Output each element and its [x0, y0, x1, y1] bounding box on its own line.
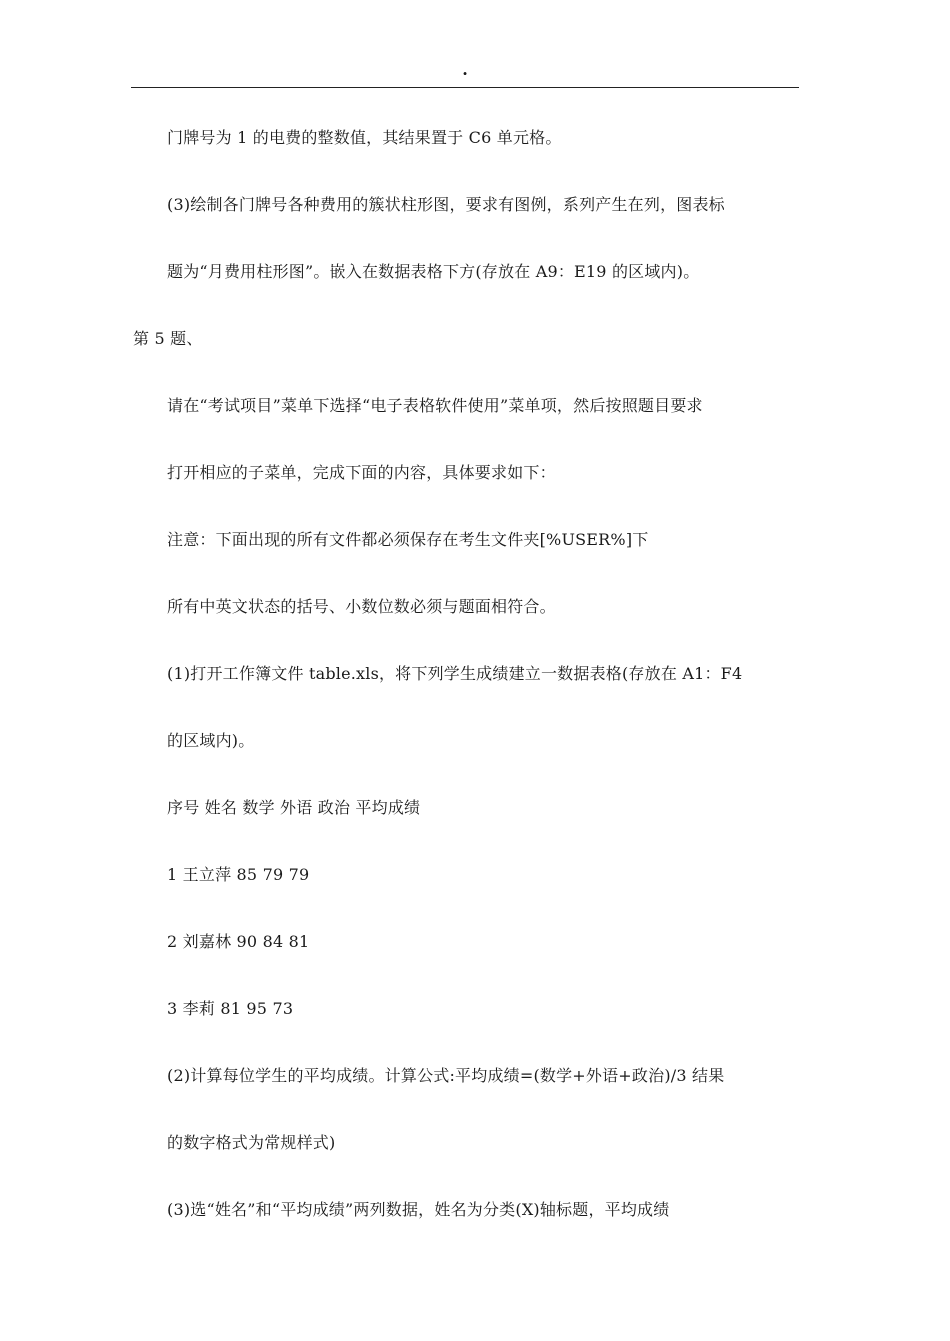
text-line: 的区域内)。 — [167, 731, 255, 750]
text-line: 所有中英文状态的括号、小数位数必须与题面相符合。 — [167, 597, 556, 616]
text-line: (3)绘制各门牌号各种费用的簇状柱形图，要求有图例，系列产生在列，图表标 — [167, 195, 725, 214]
text-line: (1)打开工作簿文件 table.xls，将下列学生成绩建立一数据表格(存放在 A1：F4 — [167, 664, 743, 683]
text-line: 的数字格式为常规样式) — [167, 1133, 336, 1152]
table-row-line: 3 李莉 81 95 73 — [167, 999, 294, 1018]
table-row-line: 2 刘嘉林 90 84 81 — [167, 932, 310, 951]
header-rule — [131, 87, 799, 88]
text-line: (2)计算每位学生的平均成绩。计算公式:平均成绩=(数学+外语+政治)/3 结果 — [167, 1066, 725, 1085]
section-heading: 第 5 题、 — [133, 329, 203, 348]
text-line: 门牌号为 1 的电费的整数值，其结果置于 C6 单元格。 — [167, 128, 562, 147]
header-mark: . — [462, 60, 468, 79]
table-row-line: 1 王立萍 85 79 79 — [167, 865, 310, 884]
text-line: 注意：下面出现的所有文件都必须保存在考生文件夹[%USER%]下 — [167, 530, 649, 549]
text-line: 请在“考试项目”菜单下选择“电子表格软件使用”菜单项，然后按照题目要求 — [167, 396, 703, 415]
text-line: 题为“月费用柱形图”。嵌入在数据表格下方(存放在 A9：E19 的区域内)。 — [167, 262, 700, 281]
table-header-line: 序号 姓名 数学 外语 政治 平均成绩 — [167, 798, 421, 817]
text-line: (3)选“姓名”和“平均成绩”两列数据，姓名为分类(X)轴标题，平均成绩 — [167, 1200, 670, 1219]
text-line: 打开相应的子菜单，完成下面的内容，具体要求如下： — [167, 463, 556, 482]
